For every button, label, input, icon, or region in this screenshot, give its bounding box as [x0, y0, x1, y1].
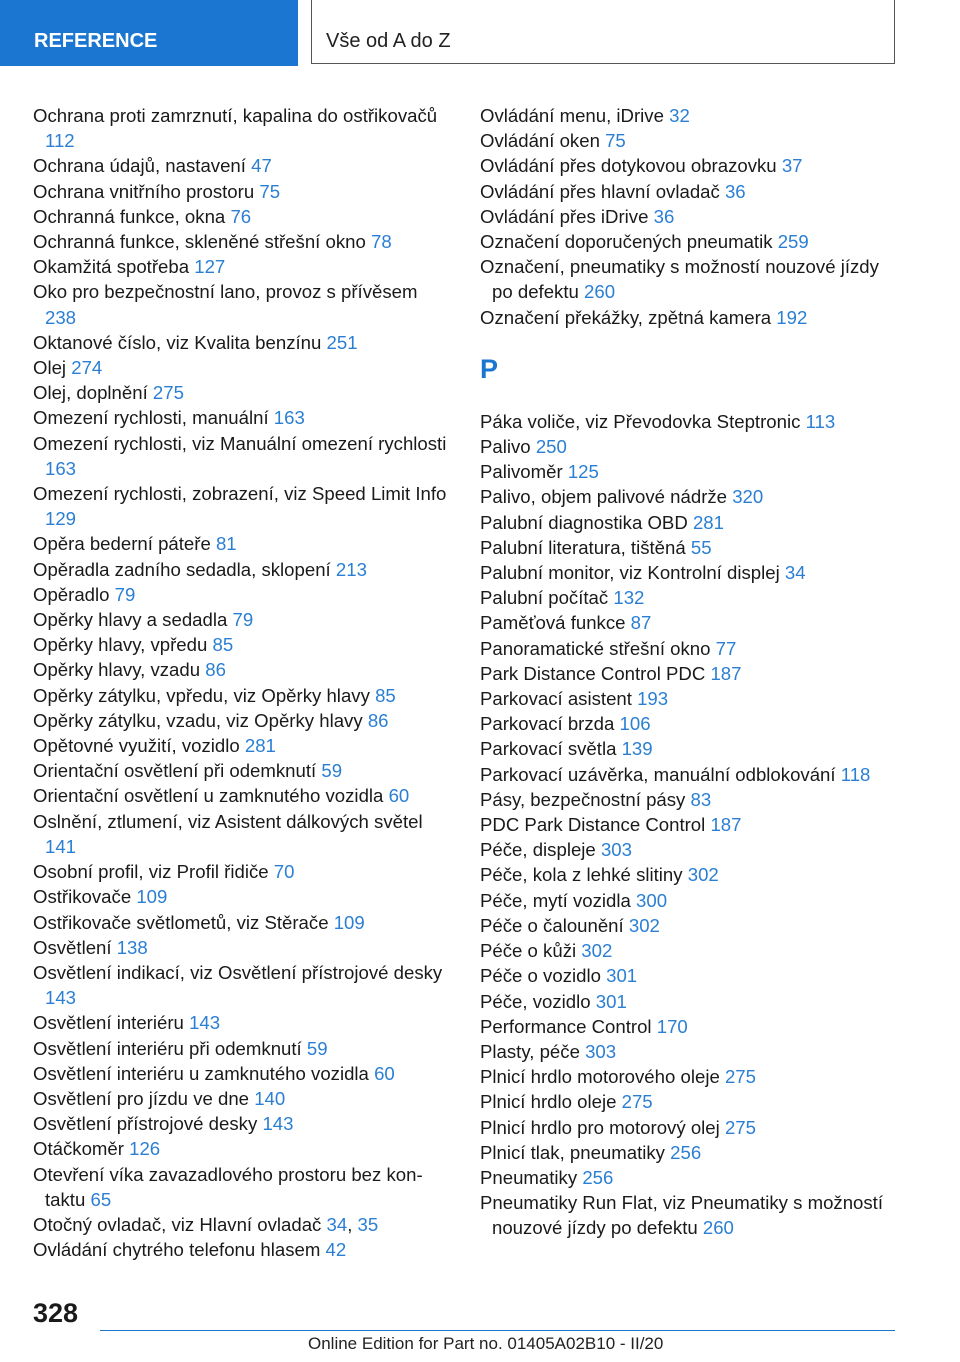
index-entry [480, 1064, 900, 1089]
page-reference-link[interactable]: 77 [715, 637, 737, 659]
index-term: Omezení rychlosti, zobrazení, viz Speed Limit Info [33, 483, 447, 505]
index-entry [33, 355, 453, 380]
page-reference-link[interactable]: 83 [690, 788, 712, 810]
index-entry [33, 531, 453, 556]
index-entry [480, 305, 900, 330]
index-term: Osvětlení interiéru [33, 1012, 184, 1034]
index-term: Palivoměr [480, 461, 563, 483]
page-reference-link[interactable]: 36 [653, 205, 675, 227]
index-term: Plnicí hrdlo oleje [480, 1091, 617, 1113]
page-reference-link[interactable]: 301 [595, 990, 627, 1012]
page-reference-link[interactable]: 32 [669, 105, 690, 126]
page-reference-link[interactable]: 34 [326, 1213, 348, 1235]
index-entry [33, 1162, 453, 1212]
index-entry [33, 1086, 453, 1111]
page-reference-link[interactable]: 86 [205, 659, 226, 681]
index-entry [33, 783, 453, 808]
index-term: Opěradlo [33, 583, 110, 605]
index-term: Plnicí hrdlo pro motorový olej [480, 1116, 720, 1138]
page-reference-link[interactable]: 163 [45, 457, 77, 479]
index-term: Palubní počítač [480, 587, 609, 609]
index-term: Osvětlení interiéru u zamknutého vozidla [33, 1062, 369, 1084]
index-entry [33, 632, 453, 657]
index-entry [480, 963, 900, 988]
index-entry [480, 1115, 900, 1140]
index-entry [33, 910, 453, 935]
page-reference-link[interactable]: 275 [152, 382, 184, 404]
index-term: Pásy, bezpečnostní pásy [480, 788, 686, 810]
index-term: Označení, pneumatiky s možností nouzové jízdy po defektu [480, 256, 879, 303]
footer-divider [100, 1330, 895, 1331]
index-term: Opěrky hlavy, vpředu [33, 634, 208, 656]
index-term: Palubní monitor, viz Kontrolní displej [480, 562, 780, 584]
index-term: Ostřikovače [33, 886, 132, 908]
index-entry [33, 229, 453, 254]
page-reference-link[interactable]: 132 [613, 587, 645, 609]
index-term: Péče o vozidlo [480, 965, 601, 987]
page-reference-link[interactable]: 60 [374, 1062, 395, 1084]
page-reference-link[interactable]: 275 [724, 1116, 756, 1138]
index-entry [480, 179, 900, 204]
page-reference-link[interactable]: 275 [621, 1091, 653, 1113]
page-reference-link[interactable]: 139 [621, 738, 653, 760]
page-reference-link[interactable]: 125 [567, 461, 599, 483]
index-entry [480, 1190, 900, 1240]
index-entry [480, 459, 900, 484]
index-term: Pneumatiky [480, 1166, 578, 1188]
index-entry [33, 254, 453, 279]
page-reference-link[interactable]: 35 [357, 1213, 379, 1235]
page-reference-link[interactable]: 55 [690, 536, 712, 558]
index-entry [480, 409, 900, 434]
page-reference-link[interactable]: 127 [194, 256, 226, 278]
page-reference-link[interactable]: 118 [840, 763, 871, 785]
index-entry [480, 510, 900, 535]
index-term: Olej, doplnění [33, 382, 148, 404]
page-reference-link[interactable]: 60 [388, 785, 410, 807]
index-term: Panoramatické střešní okno [480, 637, 711, 659]
index-term: Ovládání oken [480, 130, 600, 152]
index-term: Péče, mytí vozidla [480, 889, 631, 911]
index-entry [480, 762, 900, 787]
index-term: Opěrky hlavy, vzadu [33, 659, 201, 681]
index-entry [480, 585, 900, 610]
index-term: Osvětlení přístrojové desky [33, 1113, 258, 1135]
index-term: Ovládání přes dotykovou obrazovku [480, 155, 777, 177]
page-reference-link[interactable]: 36 [724, 180, 746, 202]
index-entry [480, 736, 900, 761]
index-term: Okamžitá spotřeba [33, 256, 190, 278]
index-entry [480, 229, 900, 254]
index-term: Ovládání přes hlavní ovladač [480, 180, 720, 202]
page-reference-link[interactable]: 213 [335, 558, 367, 580]
index-entry [33, 935, 453, 960]
index-entry [480, 1014, 900, 1039]
index-entry [33, 960, 453, 1010]
index-entry [480, 1039, 900, 1064]
page-reference-link[interactable]: 260 [584, 281, 616, 303]
index-term: Oslnění, ztlumení, viz Asistent dálkových světel [33, 810, 423, 832]
index-entry [33, 657, 453, 682]
page-reference-link[interactable]: 256 [670, 1141, 702, 1163]
index-term: Opěra bederní páteře [33, 533, 211, 555]
page-reference-link[interactable]: 59 [321, 760, 343, 782]
chapter-title: Vše od A do Z [311, 0, 895, 64]
page-reference-link[interactable]: 81 [215, 533, 237, 555]
index-term: Park Distance Control PDC [480, 662, 706, 684]
index-entry [33, 380, 453, 405]
page-reference-link[interactable]: 113 [805, 410, 836, 432]
index-entry [33, 153, 453, 178]
index-term: Palivo, objem palivové nádrže [480, 486, 728, 508]
page-reference-link[interactable]: 143 [189, 1012, 221, 1034]
page-reference-link[interactable]: 109 [136, 886, 168, 908]
page-reference-link[interactable]: 42 [325, 1239, 347, 1261]
index-term: Parkovací brzda [480, 713, 615, 735]
index-entry [480, 862, 900, 887]
index-entry [33, 758, 453, 783]
index-term: Performance Control [480, 1015, 652, 1037]
index-term: Oko pro bezpečnostní lano, provoz s přívěsem [33, 281, 418, 303]
index-term: Opěrky hlavy a sedadla [33, 609, 228, 631]
page-reference-link[interactable]: 129 [45, 508, 77, 530]
page-reference-link[interactable]: 138 [116, 936, 148, 958]
page-reference-link[interactable]: 170 [656, 1015, 688, 1037]
index-term: Péče, kola z lehké slitiny [480, 864, 683, 886]
index-term: Plnicí hrdlo motorového oleje [480, 1066, 720, 1088]
page-reference-link[interactable]: 65 [90, 1188, 112, 1210]
index-term: Osobní profil, viz Profil řidiče [33, 861, 269, 883]
index-term: Oktanové číslo, viz Kvalita benzínu [33, 331, 322, 353]
index-entry [480, 434, 900, 459]
index-entry [480, 128, 900, 153]
index-term: Osvětlení pro jízdu ve dne [33, 1087, 250, 1109]
index-entry [33, 607, 453, 632]
index-entry [480, 254, 900, 304]
page-reference-link[interactable]: 76 [230, 205, 252, 227]
index-entry [33, 1136, 453, 1161]
index-entry [480, 837, 900, 862]
page-reference-link[interactable]: 34 [784, 562, 806, 584]
index-term: Ovládání přes iDrive [480, 205, 649, 227]
page-reference-link[interactable]: 300 [636, 889, 668, 911]
page-reference-link[interactable]: 320 [732, 486, 764, 508]
page-reference-link[interactable]: 143 [45, 987, 77, 1009]
index-term: Ovládání chytrého telefonu hlasem [33, 1239, 321, 1261]
index-term: Plasty, péče [480, 1040, 580, 1062]
index-entry [480, 686, 900, 711]
page-reference-link[interactable]: 86 [367, 709, 389, 731]
index-entry [33, 1010, 453, 1035]
index-entry [480, 938, 900, 963]
index-entry [480, 204, 900, 229]
index-entry [480, 1140, 900, 1165]
index-term: Orientační osvětlení u zamknutého vozidla [33, 785, 384, 807]
index-term: Opěrky zátylku, vpředu, viz Opěrky hlavy [33, 684, 370, 706]
index-term: Pneumatiky Run Flat, viz Pneumatiky s možností nouzové jízdy po defektu [480, 1192, 884, 1239]
index-entry [33, 733, 453, 758]
page-reference-link[interactable]: 37 [781, 155, 803, 177]
page-reference-link[interactable]: 303 [600, 839, 632, 861]
index-entry [480, 560, 900, 585]
section-tab: REFERENCE [0, 0, 298, 66]
page-reference-link[interactable]: 112 [45, 130, 75, 152]
page-reference-link[interactable]: 163 [273, 407, 305, 429]
index-term: Péče, vozidlo [480, 990, 591, 1012]
index-term: Otáčkoměr [33, 1138, 124, 1160]
index-term: Ochrana vnitřního prostoru [33, 180, 255, 202]
index-term: Ochranná funkce, skleněné střešní okno [33, 231, 366, 253]
index-term: Označení doporučených pneumatik [480, 231, 773, 253]
index-entry [480, 535, 900, 560]
page-reference-link[interactable]: 303 [585, 1040, 617, 1062]
index-term: Parkovací asistent [480, 688, 632, 710]
page-reference-link[interactable]: 193 [637, 688, 669, 710]
page-reference-link[interactable]: 301 [606, 965, 638, 987]
index-term: PDC Park Distance Control [480, 814, 706, 836]
page-reference-link[interactable]: 260 [702, 1217, 734, 1239]
index-term: Orientační osvětlení při odemknutí [33, 760, 317, 782]
index-term: Péče, displeje [480, 839, 596, 861]
page-reference-link[interactable]: 275 [724, 1066, 756, 1088]
edition-info: Online Edition for Part no. 01405A02B10 - II/20 [308, 1334, 664, 1353]
index-entry [480, 888, 900, 913]
index-term: Označení překážky, zpětná kamera [480, 306, 772, 328]
page-reference-link[interactable]: 141 [45, 835, 77, 857]
index-entry [33, 431, 453, 481]
index-term: Parkovací světla [480, 738, 617, 760]
page-reference-link[interactable]: 109 [333, 911, 365, 933]
index-entry [33, 582, 453, 607]
index-entry: Otočný ovladač, viz Hlavní ovladač 34, 35 [33, 1213, 379, 1235]
index-entry [33, 1036, 453, 1061]
index-entry [33, 1061, 453, 1086]
page-reference-link[interactable]: 106 [619, 713, 651, 735]
index-entry [33, 884, 453, 909]
index-entry [33, 708, 453, 733]
page-reference-link[interactable]: 250 [535, 436, 567, 458]
index-term: Otevření víka zavazadlového prostoru bez kontaktu [33, 1163, 423, 1210]
index-term: Omezení rychlosti, viz Manuální omezení rychlosti [33, 432, 447, 454]
index-term: Omezení rychlosti, manuální [33, 407, 269, 429]
index-entry [33, 330, 453, 355]
index-term: Osvětlení [33, 936, 112, 958]
page-reference-link[interactable]: 85 [212, 634, 234, 656]
page-reference-link[interactable]: 126 [129, 1138, 161, 1160]
index-entry [480, 989, 900, 1014]
page-number: 328 [33, 1298, 79, 1328]
index-term: Péče o čalounění [480, 914, 624, 936]
index-entry [480, 153, 900, 178]
index-entry [480, 812, 900, 837]
index-term: Opěrky zátylku, vzadu, viz Opěrky hlavy [33, 709, 363, 731]
page-reference-link[interactable]: 87 [630, 612, 652, 634]
page-reference-link[interactable]: 302 [581, 940, 613, 962]
index-entry [33, 179, 453, 204]
index-entry [480, 1089, 900, 1114]
page-reference-link[interactable]: 302 [628, 914, 660, 936]
index-entry [33, 1237, 453, 1262]
index-term: Osvětlení indikací, viz Osvětlení přístrojové desky [33, 961, 443, 983]
page-reference-link[interactable]: 259 [777, 231, 809, 253]
index-term: Palivo [480, 436, 531, 458]
index-term: Olej [33, 357, 67, 379]
index-letter-heading: P [480, 353, 499, 384]
page-reference-link[interactable]: 47 [251, 155, 272, 177]
page-reference-link[interactable]: 59 [306, 1037, 328, 1059]
index-column-left [33, 103, 453, 1262]
page-reference-link[interactable]: 238 [45, 306, 77, 328]
page-reference-link[interactable]: 85 [375, 684, 396, 706]
page-reference-link[interactable]: 281 [692, 511, 724, 533]
page-reference-link[interactable]: 143 [262, 1113, 294, 1135]
index-entry [33, 481, 453, 531]
index-entry [33, 405, 453, 430]
index-entry [480, 913, 900, 938]
page-reference-link[interactable]: 302 [687, 864, 719, 886]
index-entry [33, 557, 453, 582]
index-entry [33, 683, 453, 708]
index-term: Ochranná funkce, okna [33, 205, 226, 227]
index-term: Ochrana údajů, nastavení [33, 155, 246, 177]
index-entry [480, 711, 900, 736]
index-entry [480, 610, 900, 635]
index-term: Opětovné využití, vozidlo [33, 735, 240, 757]
index-entry [33, 103, 453, 153]
index-column-right [480, 103, 900, 1241]
index-term: Ostřikovače světlometů, viz Stěrače [33, 911, 329, 933]
page-reference-link[interactable]: 140 [254, 1087, 286, 1109]
page-reference-link[interactable]: 70 [273, 861, 295, 883]
page-reference-link[interactable]: 281 [244, 735, 276, 757]
page-reference-link[interactable]: 79 [232, 609, 254, 631]
index-term: Ovládání menu, iDrive [480, 105, 664, 126]
page-reference-link[interactable]: 274 [71, 357, 103, 379]
index-term: Plnicí tlak, pneumatiky [480, 1141, 665, 1163]
index-term: Opěradla zadního sedadla, sklopení [33, 558, 331, 580]
index-term: Parkovací uzávěrka, manuální odblokování [480, 763, 836, 785]
index-term: Osvětlení interiéru při odemknutí [33, 1037, 302, 1059]
index-term: Péče o kůži [480, 940, 577, 962]
index-entry [480, 636, 900, 661]
index-entry [480, 787, 900, 812]
index-entry [480, 484, 900, 509]
page-reference-link[interactable]: 192 [776, 306, 808, 328]
index-entry [480, 103, 900, 128]
index-entry [480, 1165, 900, 1190]
index-term: Palubní diagnostika OBD [480, 511, 688, 533]
index-entry [33, 204, 453, 229]
index-term: Ochrana proti zamrznutí, kapalina do ostřikovačů [33, 105, 438, 126]
page-header [0, 0, 960, 66]
index-entry [33, 279, 453, 329]
index-term: Paměťová funkce [480, 612, 626, 634]
index-term: Palubní literatura, tištěná [480, 536, 686, 558]
page-reference-link[interactable]: 251 [326, 331, 358, 353]
index-entry [33, 1111, 453, 1136]
page-reference-link[interactable]: 75 [605, 130, 626, 152]
page-reference-link[interactable]: 78 [371, 231, 392, 253]
page-reference-link[interactable]: 75 [259, 180, 281, 202]
page-reference-link[interactable]: 187 [710, 814, 742, 836]
page-reference-link[interactable]: 187 [710, 662, 742, 684]
index-term: Otočný ovladač, viz Hlavní ovladač [33, 1213, 322, 1235]
page-reference-link[interactable]: 79 [114, 583, 136, 605]
index-entry [33, 809, 453, 859]
index-entry [33, 859, 453, 884]
index-entry [480, 661, 900, 686]
page-reference-link[interactable]: 256 [582, 1166, 614, 1188]
index-term: Páka voliče, viz Převodovka Steptronic [480, 410, 801, 432]
